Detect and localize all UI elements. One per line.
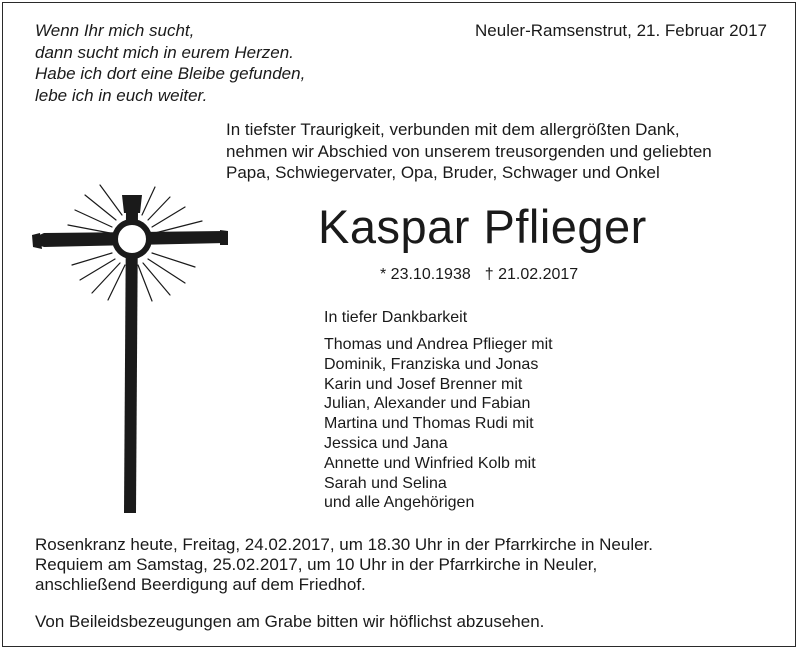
poem-line: lebe ich in euch weiter.: [35, 85, 208, 105]
mourner-line: Martina und Thomas Rudi mit: [324, 415, 534, 433]
intro-text: [226, 119, 712, 184]
service-line: anschließend Beerdigung auf dem Friedhof.: [35, 575, 366, 594]
poem: [35, 20, 305, 106]
intro-line: In tiefster Traurigkeit, verbunden mit dem allergrößten Dank,: [226, 120, 680, 139]
mourner-line: Jessica und Jana: [324, 434, 448, 452]
poem-line: Wenn Ihr mich sucht,: [35, 21, 195, 40]
mourners-list: [324, 335, 553, 513]
place-date: Neuler-Ramsenstrut, 21. Februar 2017: [475, 21, 767, 40]
poem-line: dann sucht mich in eurem Herzen.: [35, 42, 294, 62]
mourner-line: Julian, Alexander und Fabian: [324, 395, 531, 413]
birth-date: * 23.10.1938: [380, 266, 471, 283]
poem-line: Habe ich dort eine Bleibe gefunden,: [35, 64, 306, 83]
intro-line: Papa, Schwiegervater, Opa, Bruder, Schwager und Onkel: [226, 163, 660, 182]
service-line: Rosenkranz heute, Freitag, 24.02.2017, um 18.30 Uhr in der Pfarrkirche in Neuler.: [35, 535, 654, 554]
service-details: [35, 535, 653, 595]
radiant-cross-icon: [30, 175, 230, 520]
mourner-line: Dominik, Franziska und Jonas: [324, 355, 539, 373]
life-dates: [380, 264, 578, 286]
closing-note: Von Beileidsbezeugungen am Grabe bitten wir höflichst abzusehen.: [35, 612, 545, 631]
deceased-name: Kaspar Pflieger: [318, 200, 647, 253]
mourner-line: und alle Angehörigen: [324, 494, 475, 512]
intro-line: nehmen wir Abschied von unserem treusorgenden und geliebten: [226, 141, 712, 161]
mourner-line: Sarah und Selina: [324, 474, 447, 492]
mourner-line: Thomas und Andrea Pflieger mit: [324, 336, 553, 353]
death-date: † 21.02.2017: [484, 266, 579, 283]
mourners-heading: In tiefer Dankbarkeit: [324, 309, 468, 326]
cross-center: [120, 227, 144, 251]
mourner-line: Karin und Josef Brenner mit: [324, 375, 523, 393]
service-line: Requiem am Samstag, 25.02.2017, um 10 Uhr in der Pfarrkirche in Neuler,: [35, 555, 598, 574]
mourner-line: Annette und Winfried Kolb mit: [324, 454, 536, 472]
